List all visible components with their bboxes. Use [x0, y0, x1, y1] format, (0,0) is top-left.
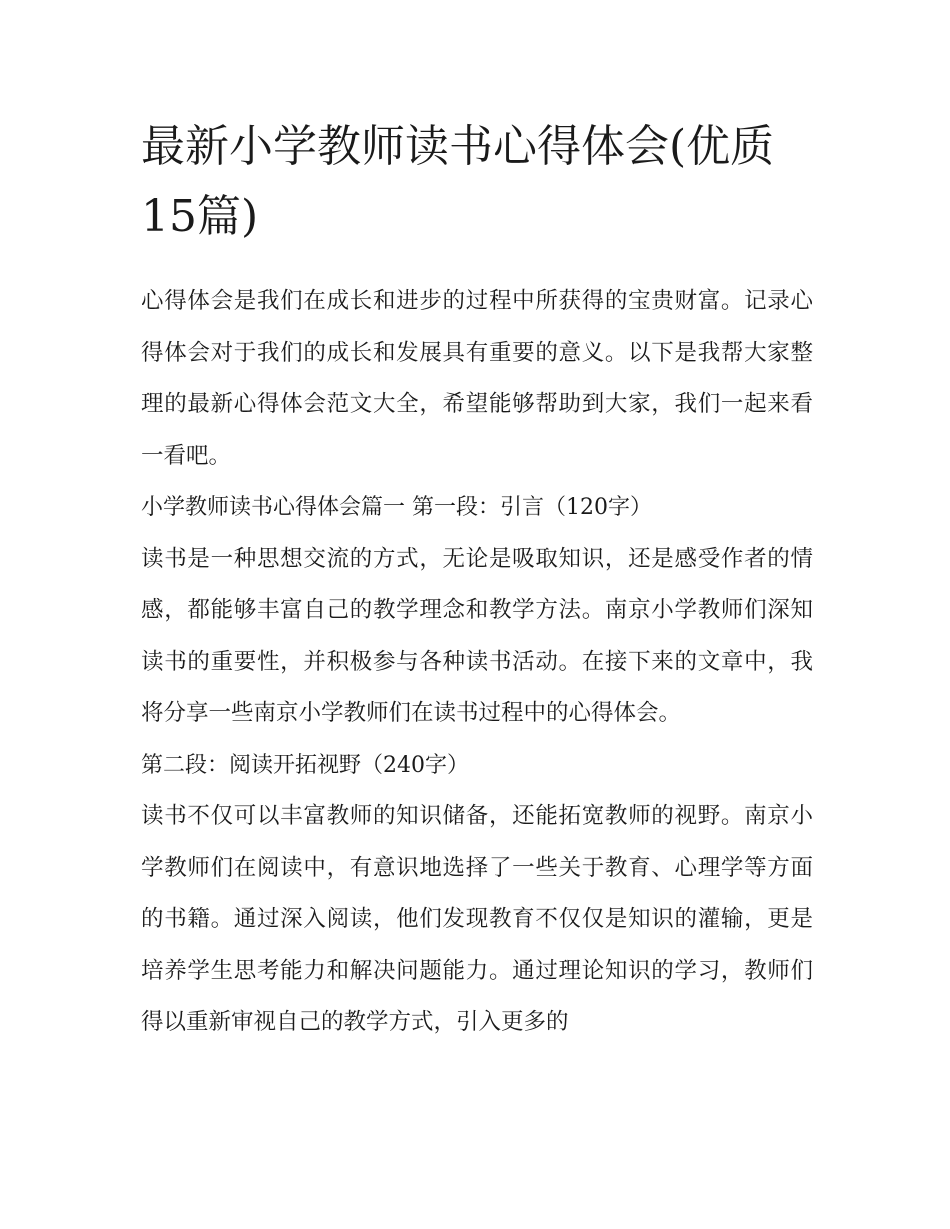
document-page — [141, 112, 813, 1049]
section-heading-2: 第二段：阅读开拓视野（240字） — [141, 752, 469, 778]
section-1-paragraph: 读书是一种思想交流的方式，无论是吸取知识，还是感受作者的情感，都能够丰富自己的教学理念和教学方法。南京小学教师们深知读书的重要性，并积极参与各种读书活动。在接下来的文章中，我将分享一些南京小学教师们在读书过程中的心得体会。 — [141, 545, 813, 726]
section-2-paragraph: 读书不仅可以丰富教师的知识储备，还能拓宽教师的视野。南京小学教师们在阅读中，有意识地选择了一些关于教育、心理学等方面的书籍。通过深入阅读，他们发现教育不仅仅是知识的灌输，更是培养学生思考能力和解决问题能力。通过理论知识的学习，教师们得以重新审视自己的教学方式，引入更多的 — [141, 803, 813, 1035]
title-spacer — [141, 252, 813, 276]
section-heading-1: 小学教师读书心得体会篇一 第一段：引言（120字） — [141, 495, 652, 520]
document-title: 最新小学教师读书心得体会(优质15篇) — [141, 121, 775, 242]
intro-paragraph: 心得体会是我们在成长和进步的过程中所获得的宝贵财富。记录心得体会对于我们的成长和发展具有重要的意义。以下是我帮大家整理的最新心得体会范文大全，希望能够帮助到大家，我们一起来看一看吧。 — [141, 288, 813, 469]
